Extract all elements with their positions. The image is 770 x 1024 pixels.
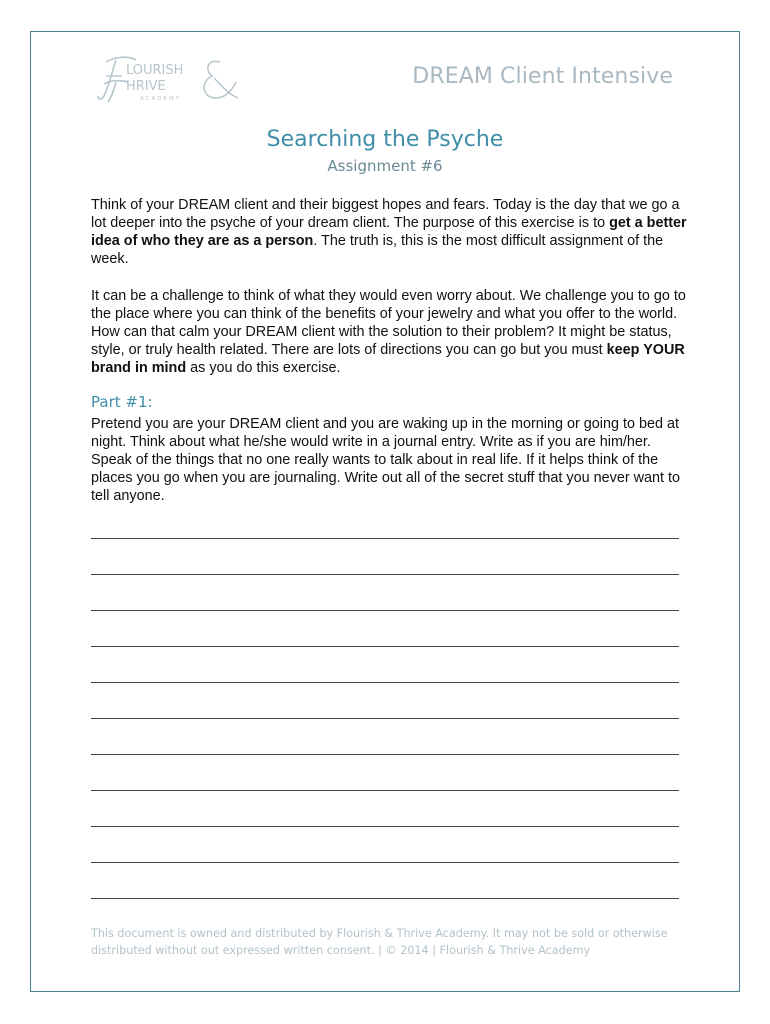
document-title: Searching the Psyche bbox=[266, 127, 504, 152]
intro-paragraph bbox=[91, 196, 691, 268]
writing-line[interactable] bbox=[91, 646, 679, 647]
writing-line[interactable] bbox=[91, 898, 679, 899]
flourish-thrive-academy-logo-icon bbox=[96, 52, 241, 104]
writing-line[interactable] bbox=[91, 718, 679, 719]
challenge-text: It can be a challenge to think of what they would even worry about. We challenge you to go to the place where you can think of the benefits of your jewelry and what you offer to the world. How can that calm your DREAM client with the solution to their problem? It might be status, style, or truly health related. There are lots of directions you can go but you must bbox=[91, 288, 686, 358]
logo-line3: ACADEMY bbox=[140, 96, 182, 102]
header-title: DREAM Client Intensive bbox=[412, 64, 673, 89]
logo-line1: LOURISH bbox=[126, 63, 184, 78]
part1-instructions: Pretend you are your DREAM client and you are waking up in the morning or going to bed at night. Think about what he/she would write in a journal entry. Write as if you are him/her. Speak of the things that no one really wants to talk about in real life. If it helps think of the places you go when you are journaling. Write out all of the secret stuff that you never want to tell anyone. bbox=[91, 416, 681, 504]
flourish-thrive-logo bbox=[96, 52, 241, 104]
logo-line2: HRIVE bbox=[126, 79, 166, 94]
part-heading: Part #1: bbox=[91, 393, 153, 411]
writing-line[interactable] bbox=[91, 754, 679, 755]
intro-text: Think of your DREAM client and their biggest hopes and fears. Today is the day that we go a lot deeper into the psyche of your dream client. The purpose of this exercise is to bbox=[91, 197, 680, 231]
challenge-paragraph bbox=[91, 287, 691, 377]
writing-line[interactable] bbox=[91, 610, 679, 611]
writing-line[interactable] bbox=[91, 862, 679, 863]
footer-note: This document is owned and distributed by Flourish & Thrive Academy. It may not be sold or otherwise distributed without out expressed written consent. | © 2014 | Flourish & Thrive Academy bbox=[91, 927, 668, 957]
writing-line[interactable] bbox=[91, 826, 679, 827]
challenge-bold-text: keep YOUR brand in mind bbox=[91, 342, 685, 376]
writing-line[interactable] bbox=[91, 682, 679, 683]
writing-line[interactable] bbox=[91, 538, 679, 539]
challenge-text-end: as you do this exercise. bbox=[186, 360, 341, 376]
document-subtitle: Assignment #6 bbox=[327, 157, 443, 175]
page-border bbox=[30, 31, 740, 992]
intro-text-end: . The truth is, this is the most difficult assignment of the week. bbox=[91, 233, 664, 267]
writing-line[interactable] bbox=[91, 574, 679, 575]
writing-line[interactable] bbox=[91, 790, 679, 791]
intro-bold-text: get a better idea of who they are as a person bbox=[91, 215, 687, 249]
